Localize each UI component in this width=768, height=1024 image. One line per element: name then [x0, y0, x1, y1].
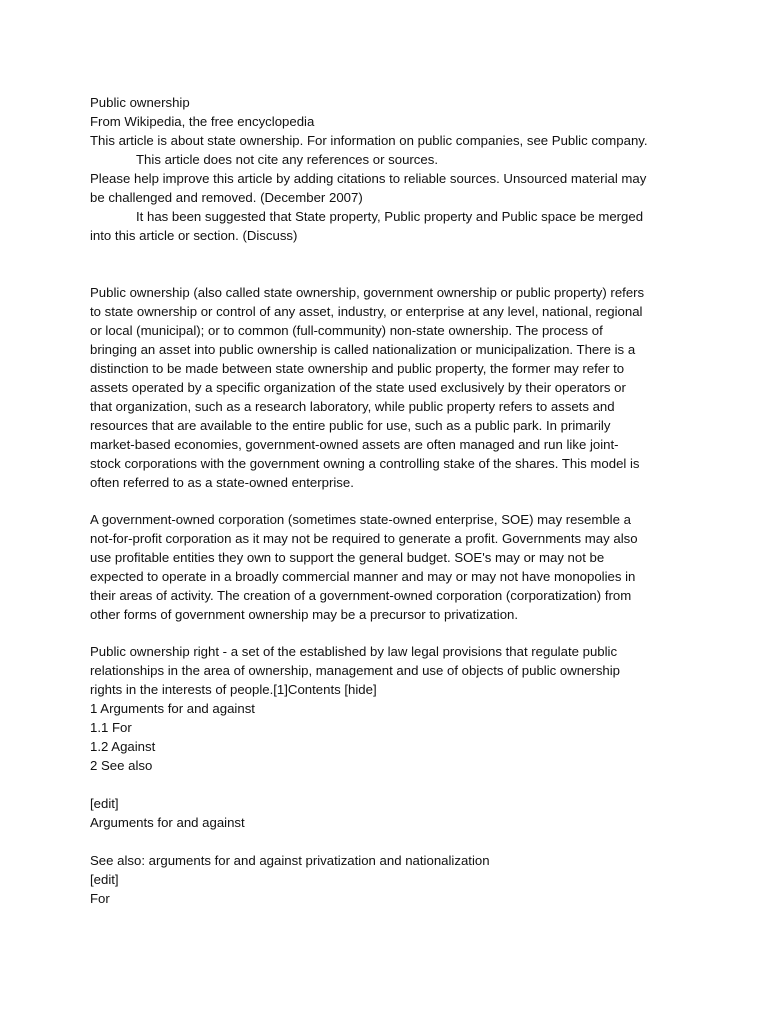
paragraph-2 — [90, 510, 690, 624]
paragraph-line: rights in the interests of people.[1]Contents [hide] — [90, 682, 377, 697]
toc-item: 1.1 For — [90, 720, 132, 735]
see-also-note: See also: arguments for and against privatization and nationalization — [90, 853, 490, 868]
article-title: Public ownership — [90, 95, 190, 110]
paragraph-line: Public ownership right - a set of the established by law legal provisions that regulate public — [90, 644, 618, 659]
notice-merge: It has been suggested that State property, Public property and Public space be merged — [136, 209, 644, 224]
paragraph-line: their areas of activity. The creation of a government-owned corporation (corporatization) from — [90, 588, 632, 603]
notice-references: This article does not cite any references or sources. — [136, 152, 438, 167]
paragraph-line: market-based economies, government-owned assets are often managed and run like joint- — [90, 437, 619, 452]
paragraph-line: relationships in the area of ownership, management and use of objects of public ownership — [90, 663, 621, 678]
paragraph-line: bringing an asset into public ownership is called nationalization or municipalization. There is a — [90, 342, 636, 357]
paragraph-line: assets operated by a specific organization of the state used exclusively by their operators or — [90, 380, 626, 395]
table-of-contents — [90, 699, 690, 775]
notice-merge: into this article or section. (Discuss) — [90, 228, 298, 243]
paragraph-line: stock corporations with the government owning a controlling stake of the shares. This model is — [90, 456, 640, 471]
section-heading: For — [90, 891, 110, 906]
toc-item: 1 Arguments for and against — [90, 701, 255, 716]
paragraph-line: resources that are available to the entire public for use, such as a public park. In primarily — [90, 418, 611, 433]
paragraph-line: A government-owned corporation (sometimes state-owned enterprise, SOE) may resemble a — [90, 512, 631, 527]
paragraph-line: use profitable entities they own to support the general budget. SOE's may or may not be — [90, 550, 605, 565]
paragraph-line: that organization, such as a research laboratory, while public property refers to assets and — [90, 399, 615, 414]
section-arguments — [90, 794, 690, 832]
toc-item: 1.2 Against — [90, 739, 156, 754]
toc-item: 2 See also — [90, 758, 153, 773]
edit-link: [edit] — [90, 796, 119, 811]
paragraph-line: other forms of government ownership may be a precursor to privatization. — [90, 607, 519, 622]
article-source: From Wikipedia, the free encyclopedia — [90, 114, 315, 129]
notice-references-detail: be challenged and removed. (December 2007) — [90, 190, 363, 205]
notice-references-detail: Please help improve this article by adding citations to reliable sources. Unsourced material may — [90, 171, 647, 186]
paragraph-line: Public ownership (also called state ownership, government ownership or public property) refers — [90, 285, 645, 300]
paragraph-line: distinction to be made between state ownership and public property, the former may refer to — [90, 361, 625, 376]
edit-link: [edit] — [90, 872, 119, 887]
paragraph-line: or local (municipal); or to common (full-community) non-state ownership. The process of — [90, 323, 603, 338]
paragraph-1 — [90, 283, 690, 492]
section-for — [90, 851, 690, 908]
paragraph-3 — [90, 642, 690, 699]
paragraph-line: often referred to as a state-owned enterprise. — [90, 475, 354, 490]
section-heading: Arguments for and against — [90, 815, 245, 830]
article-header — [90, 93, 690, 245]
paragraph-line: to state ownership or control of any asset, industry, or enterprise at any level, national, regional — [90, 304, 643, 319]
paragraph-line: expected to operate in a broadly commercial manner and may or may not have monopolies in — [90, 569, 636, 584]
paragraph-line: not-for-profit corporation as it may not be required to generate a profit. Governments may also — [90, 531, 638, 546]
hatnote: This article is about state ownership. For information on public companies, see Public company. — [90, 133, 648, 148]
